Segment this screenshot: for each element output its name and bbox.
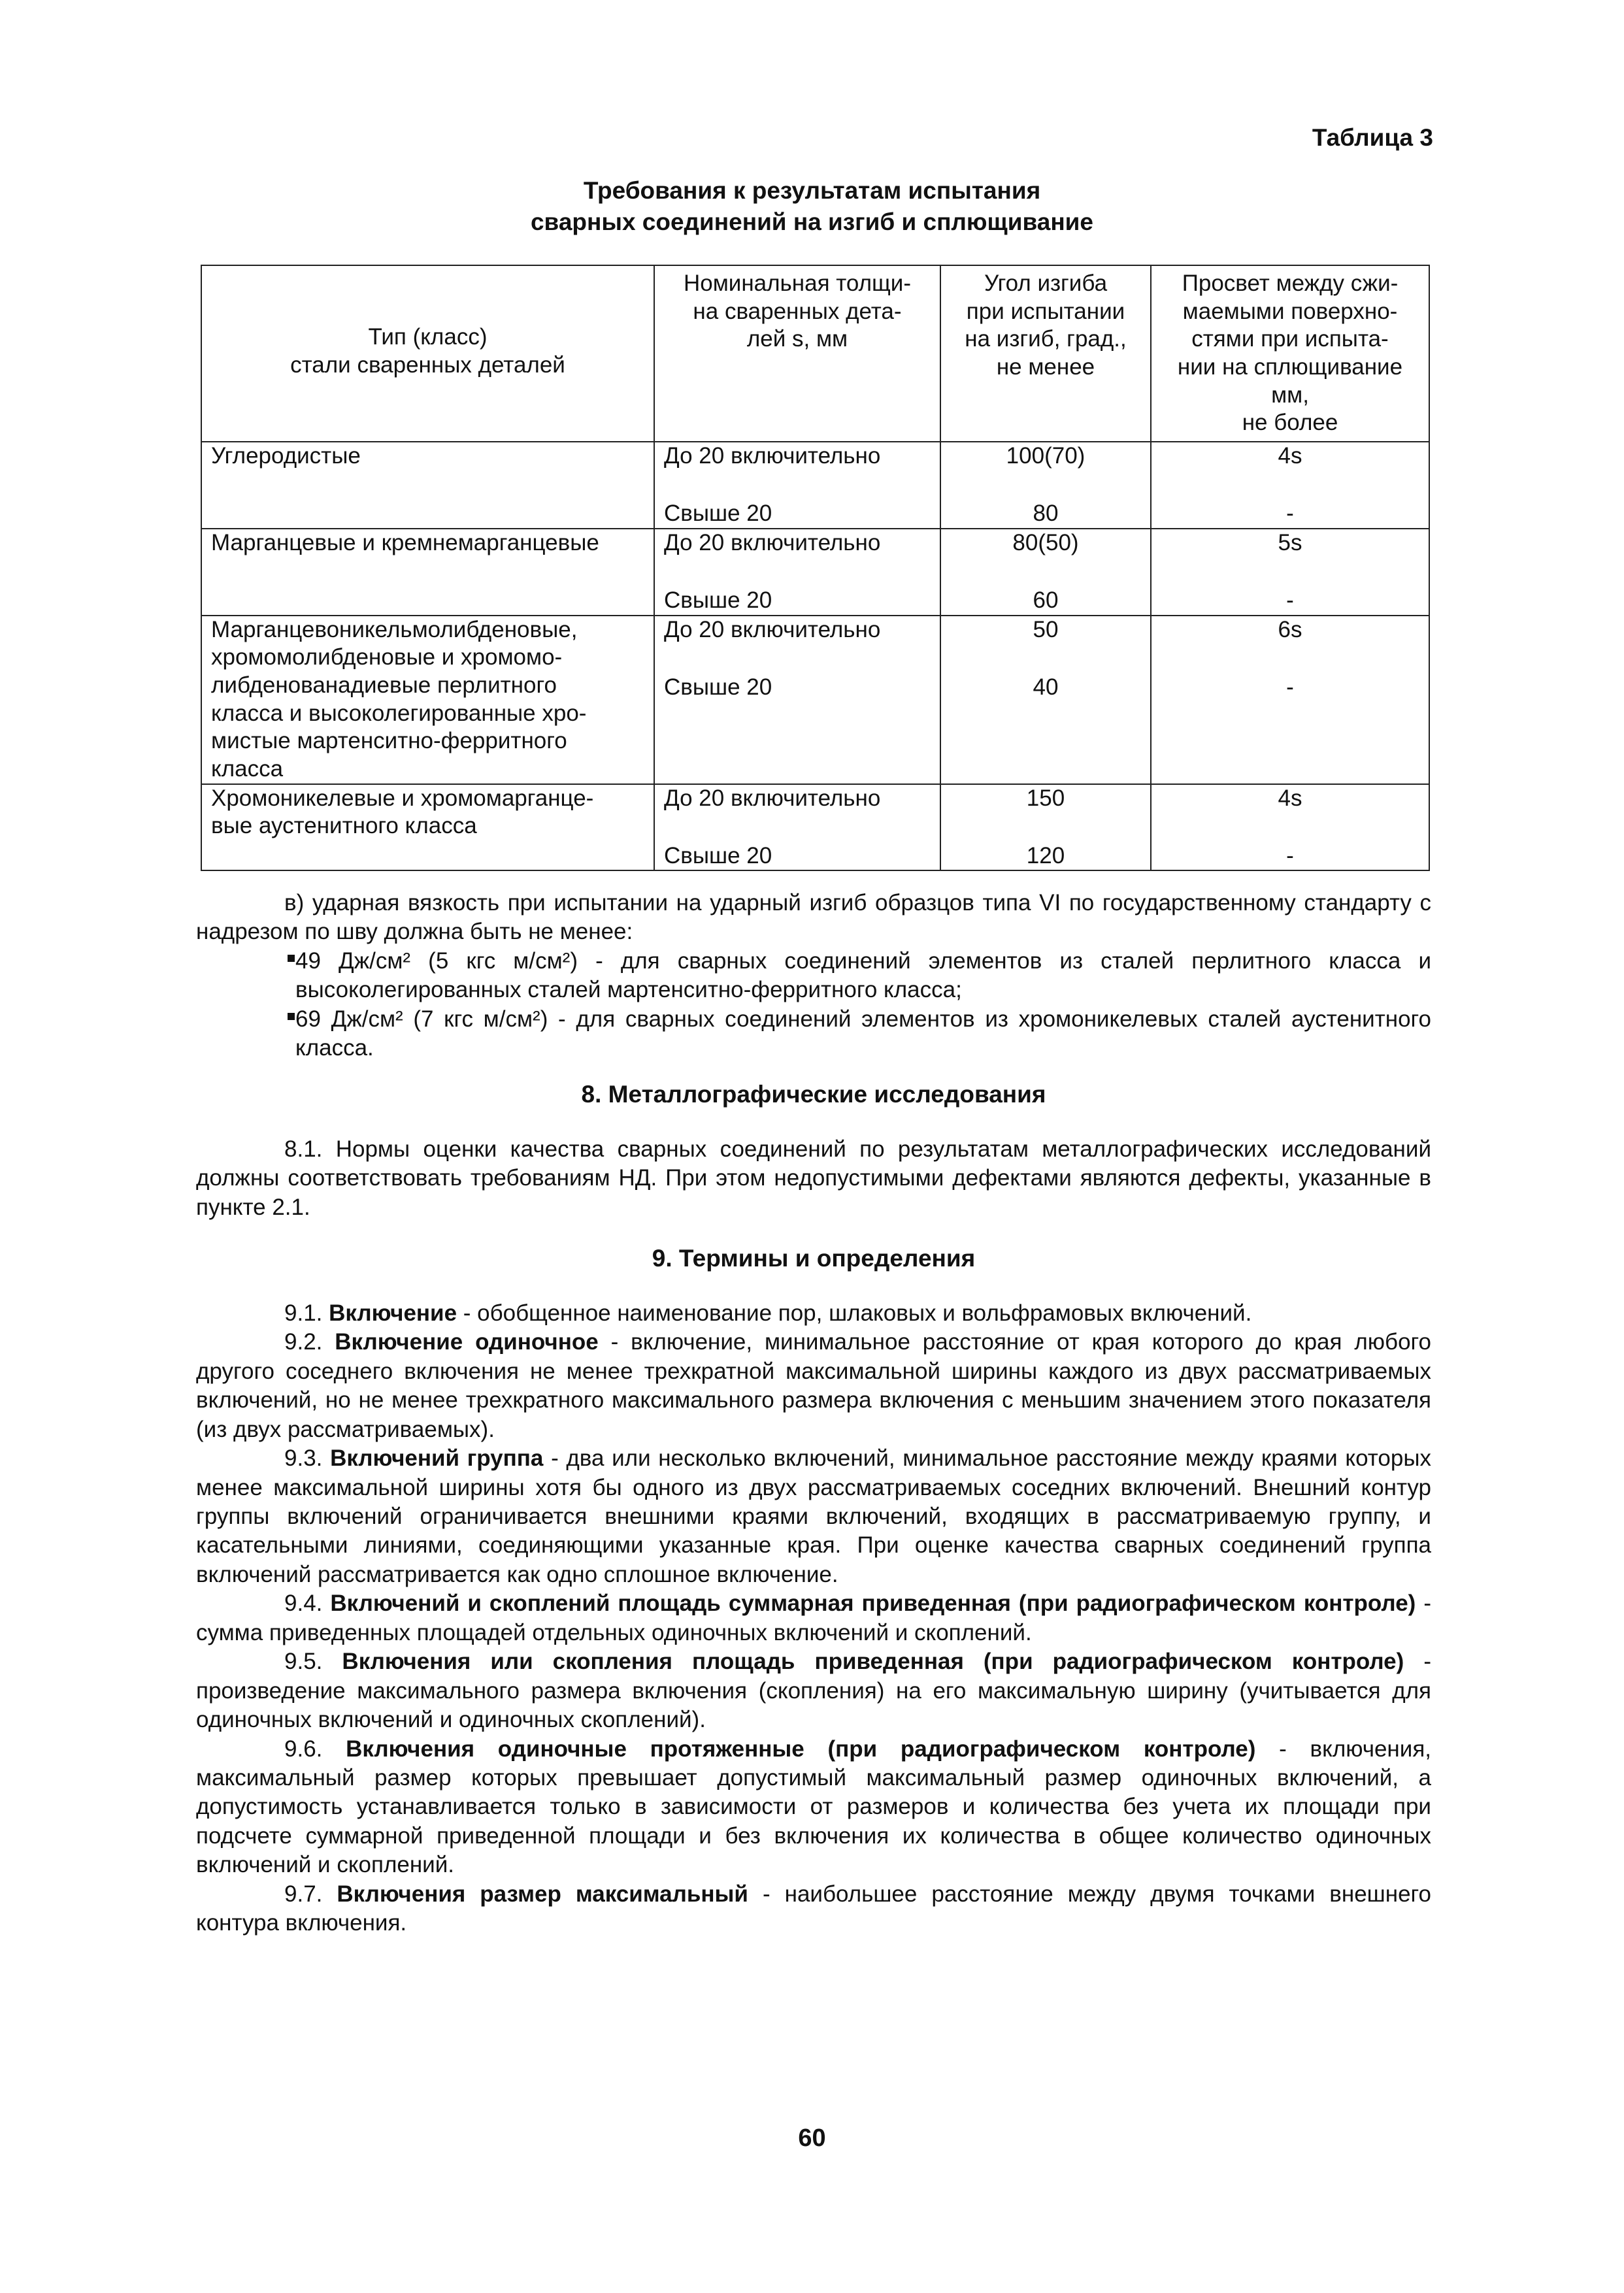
cell-angle: [940, 529, 1151, 616]
definition-term: Включение: [329, 1300, 457, 1326]
cell-gap: [1151, 442, 1429, 529]
impact-block: [196, 889, 1431, 1063]
thickness-line: До 20 включительно: [664, 529, 881, 555]
table-title-line: сварных соединений на изгиб и сплющивание: [530, 208, 1093, 236]
gap-line: 4s: [1278, 785, 1302, 811]
header-thickness: [654, 265, 940, 442]
cell-gap: [1151, 784, 1429, 871]
section-9: [196, 1244, 1431, 1938]
table-row: [201, 784, 1429, 871]
table-row: [201, 442, 1429, 529]
gap-line: 5s: [1278, 529, 1302, 555]
definition-text: - два или несколько включений, минимальное расстояние между краями которых менее максимальной ширины хотя бы одного из двух рассматриваемых соседних включений. Внешний контур группы включений ограничивается внешними краями включений, входящих в рассматриваемую группу, и касательными линиями, соединяющими указанные края. При оценке качества сварных соединений группа включений рассматривается как одно сплошное включение.: [196, 1445, 1432, 1587]
table-title-line: Требования к результатам испытания: [583, 177, 1041, 204]
definition-number: 9.6.: [284, 1736, 323, 1762]
definition-text: - наибольшее расстояние между двумя точками внешнего контура включения.: [196, 1881, 1431, 1936]
header-steel-type-text: Тип (класс) стали сваренных деталей: [290, 324, 565, 378]
table-label: Таблица 3: [1312, 124, 1433, 151]
angle-line: 60: [1033, 587, 1059, 613]
definition-text: - сумма приведенных площадей отдельных одиночных включений и скоплений.: [196, 1591, 1431, 1645]
definition-term: Включения одиночные протяженные (при радиографическом контроле): [346, 1736, 1256, 1762]
definition-number: 9.2.: [284, 1329, 323, 1355]
definition-item: [196, 1328, 1431, 1444]
definition-term: Включений группа: [330, 1445, 544, 1472]
definition-item: [196, 1444, 1431, 1589]
section-heading: 9. Термины и определения: [652, 1245, 976, 1272]
section-8: [196, 1080, 1431, 1222]
bullet-icon: [288, 955, 295, 962]
cell-angle: [940, 616, 1151, 784]
cell-thickness: [654, 616, 940, 784]
table-row: [201, 529, 1429, 616]
gap-line: -: [1286, 587, 1294, 613]
definition-item: [196, 1735, 1431, 1880]
angle-line: 80(50): [1012, 529, 1079, 555]
definition-number: 9.7.: [284, 1881, 323, 1907]
cell-steel-type: Марганцевоникельмолибденовые, хромомолибденовые и хромомо- либденованадиевые перлитного класса и высоколегированные хро- мистые мартенситно-ферритного класса: [201, 616, 654, 784]
thickness-line: До 20 включительно: [664, 785, 881, 811]
list-item: [196, 947, 1431, 1005]
cell-thickness: [654, 529, 940, 616]
gap-line: -: [1286, 674, 1294, 700]
header-thickness-text: Номинальная толщи- на сваренных дета- лей s, мм: [683, 271, 912, 352]
cell-thickness: [654, 784, 940, 871]
thickness-line: До 20 включительно: [664, 443, 881, 469]
table-row: [201, 616, 1429, 784]
definition-text: - обобщенное наименование пор, шлаковых и вольфрамовых включений.: [457, 1300, 1252, 1326]
thickness-line: Свыше 20: [664, 674, 772, 700]
requirements-table: [201, 265, 1430, 871]
cell-gap: [1151, 529, 1429, 616]
definition-term: Включений и скоплений площадь суммарная приведенная (при радиографическом контроле): [330, 1591, 1416, 1617]
gap-line: -: [1286, 501, 1294, 527]
definition-term: Включения размер максимальный: [337, 1881, 748, 1907]
paragraph: 8.1. Нормы оценки качества сварных соединений по результатам металлографических исследований должны соответствовать требованиям НД. При этом недопустимыми дефектами являются дефекты, указанные в пункте 2.1.: [196, 1136, 1431, 1220]
definition-term: Включение одиночное: [335, 1329, 599, 1355]
definition-item: [196, 1880, 1431, 1938]
definition-number: 9.1.: [284, 1300, 323, 1326]
cell-gap: [1151, 616, 1429, 784]
angle-line: 50: [1033, 616, 1059, 642]
page-number: 60: [798, 2124, 826, 2152]
cell-angle: [940, 784, 1151, 871]
bullet-icon: [288, 1013, 295, 1020]
definition-item: [196, 1299, 1431, 1328]
angle-line: 40: [1033, 674, 1059, 700]
impact-bullet-list: [196, 947, 1431, 1063]
definition-number: 9.3.: [284, 1445, 323, 1472]
table-title: [0, 175, 1624, 238]
angle-line: 80: [1033, 501, 1059, 527]
thickness-line: До 20 включительно: [664, 616, 881, 642]
list-item: [196, 1005, 1431, 1063]
header-flattening-gap: [1151, 265, 1429, 442]
section-heading: 8. Металлографические исследования: [581, 1081, 1046, 1108]
bullet-text: 49 Дж/см² (5 кгс м/см²) - для сварных соединений элементов из сталей перлитного класса и высоколегированных сталей мартенситно-ферритного класса;: [295, 948, 1431, 1003]
angle-line: 100(70): [1006, 443, 1085, 469]
table-header-row: [201, 265, 1429, 442]
header-bend-angle: [940, 265, 1151, 442]
cell-steel-type: Углеродистые: [201, 442, 654, 529]
thickness-line: Свыше 20: [664, 587, 772, 613]
cell-steel-type: Хромоникелевые и хромомарганце- вые аустенитного класса: [201, 784, 654, 871]
header-steel-type: [201, 265, 654, 442]
bullet-text: 69 Дж/см² (7 кгс м/см²) - для сварных соединений элементов из хромоникелевых сталей аустенитного класса.: [295, 1006, 1431, 1061]
cell-angle: [940, 442, 1151, 529]
impact-intro: в) ударная вязкость при испытании на ударный изгиб образцов типа VI по государственному стандарту с надрезом по шву должна быть не менее:: [196, 890, 1431, 945]
definition-item: [196, 1647, 1431, 1734]
definition-number: 9.5.: [284, 1649, 323, 1675]
header-bend-angle-text: Угол изгиба при испытании на изгиб, град., не менее: [965, 271, 1127, 380]
gap-line: -: [1286, 842, 1294, 868]
thickness-line: Свыше 20: [664, 501, 772, 527]
header-flattening-gap-text: Просвет между сжи- маемыми поверхно- стями при испыта- нии на сплющивание мм, не более: [1177, 271, 1403, 436]
gap-line: 6s: [1278, 616, 1302, 642]
cell-thickness: [654, 442, 940, 529]
definition-text: - включения, максимальный размер которых превышает допустимый максимальный размер одиночных включений, а допустимость устанавливается только в зависимости от размеров и количества без учета их площади при подсчете суммарной приведенной площади и без включения их количества в общее количество одиночных включений и скоплений.: [196, 1736, 1431, 1878]
definition-term: Включения или скопления площадь приведенная (при радиографическом контроле): [342, 1649, 1404, 1675]
definition-item: [196, 1589, 1431, 1647]
definition-text: - произведение максимального размера включения (скопления) на его максимальную ширину (учитывается для одиночных включений и одиночных скоплений).: [196, 1649, 1431, 1733]
gap-line: 4s: [1278, 443, 1302, 469]
thickness-line: Свыше 20: [664, 842, 772, 868]
cell-steel-type: Марганцевые и кремнемарганцевые: [201, 529, 654, 616]
definition-text: - включение, минимальное расстояние от края которого до края любого другого соседнего включения не менее трехкратной максимальной ширины каждого из двух рассматриваемых включений, но не менее трехкратного максимального размера включения с меньшим значением этого показателя (из двух рассматриваемых).: [196, 1329, 1432, 1442]
angle-line: 120: [1026, 842, 1065, 868]
angle-line: 150: [1026, 785, 1065, 811]
definition-number: 9.4.: [284, 1591, 323, 1617]
